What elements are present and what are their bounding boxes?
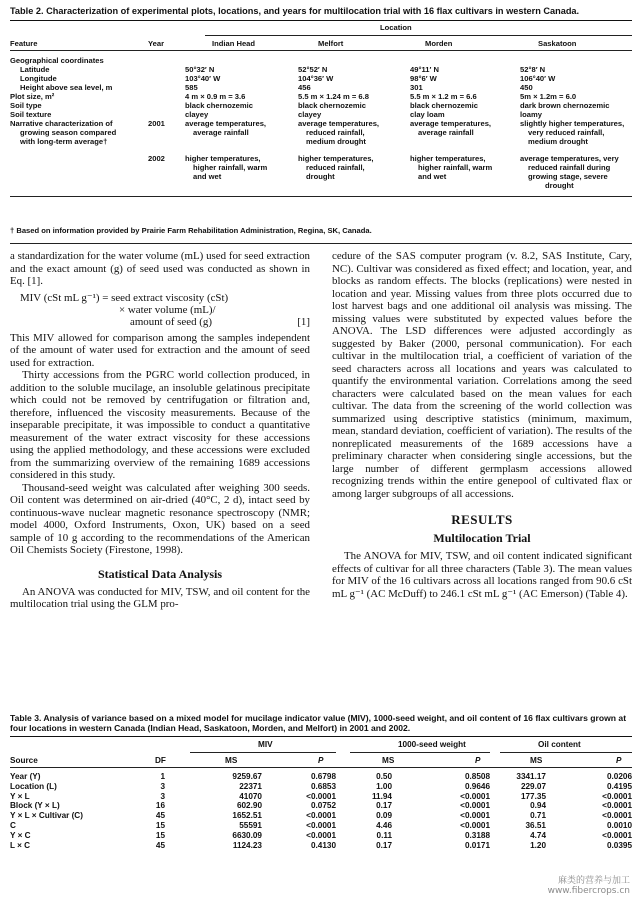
paragraph: cedure of the SAS computer program (v. 8.2, SAS Institute, Cary, NC). Cultivar was considered as fixed effect; and location, year, and blocks as random effects. The blocks (replications) were nested in location and year. Missing values from three plots occurred due to lost harvest bags and one additional oil analysis was missing. The missing values were substituted by expected values before the ANOVA. The LSD differences were adjusted accordingly as suggested by Baker (2000, personal communication). For each cultivar in the multilocation trial, a coefficient of variation of the seed characters across all locations and years was calculated to quantify the environmental variation. Correlations among the seed characters were calculated based on the mean values for each cultivar. The data from the screening of the world collection was summarized using descriptive statistics (minimum, maximum, mean, standard deviation, coefficient of variation). The results of the nonreplicated measurements of the 1689 accessions have a preliminary character when considering single accessions, but the large number of different germplasm accessions allowed recognizing trends within the entire genepool of cultivated flax or among larger subgroups of all accessions. (332, 250, 632, 500)
table3-col-p: P (475, 756, 481, 765)
table2-cell: average rainfall (418, 128, 474, 137)
table2-cell: 456 (298, 83, 311, 92)
table2-cell: medium drought (306, 137, 366, 146)
table2-col-morden: Morden (425, 39, 453, 48)
table3-cell: 0.4130 (310, 840, 336, 850)
table3-cell: 41070 (239, 791, 262, 801)
table3-col-p: P (318, 756, 324, 765)
paragraph: This MIV allowed for comparison among the samples independent of the amount of water used for extraction and the amount of seed used for extraction. (10, 331, 310, 369)
table2-cell: average temperatures, (410, 119, 492, 128)
table2-row-feature: Soil texture (10, 110, 52, 119)
table3-cell: 0.11 (376, 830, 392, 840)
table3-cell: <0.0001 (460, 821, 490, 830)
table2-col-indian-head: Indian Head (212, 39, 256, 48)
table2-cell: 450 (520, 83, 533, 92)
table3-row-source: Year (Y) (10, 772, 41, 781)
table3-row-df: 16 (155, 801, 165, 811)
table3-cell: <0.0001 (602, 791, 632, 801)
equation-1 (10, 288, 310, 328)
table2-col-feature: Feature (10, 39, 38, 48)
table3-row-source: Block (Y × L) (10, 801, 60, 811)
table3-group-rule (190, 752, 336, 753)
table3-cell: 0.94 (530, 801, 546, 811)
table2-row-feature: Longitude (20, 74, 57, 83)
table2-cell: very reduced rainfall, (528, 128, 605, 137)
table3-col-source: Source (10, 756, 38, 765)
table2-cell: reduced rainfall, (306, 163, 365, 172)
table2-cell: dark brown chernozemic (520, 101, 610, 110)
table3-cell: 0.50 (376, 772, 392, 781)
table2-cell: reduced rainfall, (306, 128, 365, 137)
table3-cell: 0.4195 (606, 781, 632, 791)
equation-line: × water volume (mL)/ (119, 303, 216, 316)
table3-row-df: 45 (155, 840, 165, 850)
table3-cell: 0.6853 (310, 781, 336, 791)
table3-cell: 1.00 (376, 781, 392, 791)
table3-cell: 36.51 (525, 821, 546, 830)
table2-year-2002: 2002 (148, 154, 165, 163)
table2-footnote: † Based on information provided by Prairie Farm Rehabilitation Administration, Regina, SK, Canada. (10, 226, 372, 235)
table3-cell: 3341.17 (516, 772, 546, 781)
table2-cell: growing stage, severe (528, 172, 608, 181)
table3-cell: 177.35 (520, 791, 546, 801)
table3-cell: 0.09 (376, 811, 392, 821)
table3-cell: 55591 (239, 821, 262, 830)
table2-cell: and wet (193, 172, 222, 181)
table2-cell: average temperatures, (298, 119, 380, 128)
table3-cell: 0.0171 (464, 840, 490, 850)
paragraph: An ANOVA was conducted for MIV, TSW, and oil content for the multilocation trial using the GLM pro- (10, 585, 310, 610)
table3-cell: 11.94 (371, 791, 392, 801)
table3-row-df: 3 (160, 781, 165, 791)
table2-header-rule (10, 50, 632, 51)
table3-cell: <0.0001 (602, 801, 632, 811)
table2-cell: 585 (185, 83, 198, 92)
table2-narrative-label: Narrative characterization of (10, 119, 113, 128)
table3-cell: 0.8508 (464, 772, 490, 781)
table2-caption: Table 2. Characterization of experimental plots, locations, and years for multilocation trial with 16 flax cultivars in western Canada. (10, 6, 580, 16)
table2-cell: black chernozemic (298, 101, 366, 110)
table2-top-rule (10, 20, 632, 21)
table3-cell: <0.0001 (306, 791, 336, 801)
table3-cell: 0.3188 (464, 830, 490, 840)
table3-cell: 0.17 (376, 801, 392, 811)
table2-cell: average rainfall (193, 128, 249, 137)
table2-cell: higher temperatures, (410, 154, 486, 163)
table3-row-df: 15 (155, 830, 165, 840)
table2-cell: 4 m × 0.9 m = 3.6 (185, 92, 246, 101)
table2-year-2001: 2001 (148, 119, 165, 128)
table2-geo-label: Geographical coordinates (10, 56, 104, 65)
table3-cell: 9259.67 (232, 772, 262, 781)
table2-col-year: Year (148, 39, 165, 48)
table2-cell: higher rainfall, warm (418, 163, 493, 172)
table3-cell: 0.0010 (606, 821, 632, 830)
table2-col-melfort: Melfort (318, 39, 344, 48)
table2-row-feature: Latitude (20, 65, 50, 74)
table2-cell: 98°6′ W (410, 74, 437, 83)
table3-cell: <0.0001 (460, 791, 490, 801)
table2-cell: 5.5 m × 1.24 m = 6.8 (298, 92, 369, 101)
table2-cell: 52°8′ N (520, 65, 546, 74)
table3-cell: <0.0001 (306, 811, 336, 821)
paragraph: Thirty accessions from the PGRC world collection produced, in addition to the soluble mucilage, an insoluble gelatinous precipitate which could not be removed by centrifugation or filtration and, therefore, influenced the viscosity measurements. Because of the inseparable precipitate, it was impossible to conduct a quantitative measurement of the water extract viscosity for these accessions using the applied methodology, and these accessions were excluded from the summarizing overview of the remaining 1689 accessions considered in this study. (10, 369, 310, 481)
table3-row-source: L × C (10, 840, 31, 850)
table2-row-feature: Plot size, m² (10, 92, 55, 101)
table2-cell: average temperatures, (185, 119, 267, 128)
table3-cell: 4.46 (376, 821, 392, 830)
table2-cell: 5.5 m × 1.2 m = 6.6 (410, 92, 477, 101)
table3-group-rule (500, 752, 632, 753)
heading-multilocation-trial: Multilocation Trial (433, 531, 531, 545)
equation-lhs: MIV (cSt mL g⁻¹) = seed extract viscosity (cSt) (20, 291, 229, 304)
paragraph: Thousand-seed weight was calculated after weighing 300 seeds. Oil content was determined on air-dried (40°C, 2 d), intact seed by continuous-wave nuclear magnetic resonance spectroscopy (NMR; model 4000, Oxford Instruments, Oxon, UK) based on a seed sample of 10 g according to the recommendations of the American Oil Chemists Society (Firestone, 1998). (10, 481, 310, 556)
table2-cell: medium drought (528, 137, 588, 146)
table2-col-saskatoon: Saskatoon (538, 39, 577, 48)
section-divider (10, 243, 632, 244)
table2-cell: black chernozemic (410, 101, 478, 110)
table2-cell: black chernozemic (185, 101, 253, 110)
table3-row-source: Location (L) (10, 781, 57, 791)
table3-cell: 1124.23 (232, 840, 262, 850)
table3-col-ms: MS (382, 756, 395, 765)
table2-cell: higher temperatures, (185, 154, 261, 163)
table2-cell: reduced rainfall during (528, 163, 611, 172)
table3-col-ms: MS (530, 756, 543, 765)
table3-cell: <0.0001 (602, 811, 632, 821)
table2-cell: slightly higher temperatures, (520, 119, 625, 128)
table3-row-source: Y × C (10, 830, 31, 840)
table3-caption: Table 3. Analysis of variance based on a mixed model for mucilage indicator value (MIV), 1000-seed weight, and oil content of 16 flax cultivars grown at four locations in western Canada (Indian Head, Saskatoon, Morden, and Melfort) in 2001 and 2002. (10, 713, 627, 733)
table3-cell: 1652.51 (232, 811, 262, 821)
table3-cell: 0.0395 (606, 840, 632, 850)
table2-cell: clayey (185, 110, 209, 119)
table3-cell: 602.90 (236, 801, 262, 811)
table2-cell: 5m × 1.2m = 6.0 (520, 92, 577, 101)
table2-cell: 52°52′ N (298, 65, 328, 74)
table2-cell: 301 (410, 83, 423, 92)
table3-group-tsw: 1000-seed weight (398, 740, 466, 749)
table3-group-oil: Oil content (538, 740, 581, 749)
table2-cell: loamy (520, 110, 542, 119)
table2-narrative-label: growing season compared (20, 128, 117, 137)
heading-statistical-analysis: Statistical Data Analysis (97, 566, 222, 581)
table2-cell: 104°36′ W (298, 74, 334, 83)
table2-cell: 49°11′ N (410, 65, 439, 74)
table2-cell: higher rainfall, warm (193, 163, 268, 172)
equation-number: [1] (297, 315, 310, 328)
table2-cell: and wet (418, 172, 447, 181)
paragraph: a standardization for the water volume (mL) used for seed extraction and the exact amount (g) of seed used was conducted as shown in Eq. [1]. (10, 250, 310, 287)
table3-cell: 0.71 (530, 811, 546, 821)
heading-results: RESULTS (451, 512, 513, 527)
table2-cell: 50°32′ N (185, 65, 215, 74)
table2-cell: drought (545, 181, 574, 190)
table3-cell: 229.07 (520, 781, 546, 791)
table3-cell: 6630.09 (232, 830, 262, 840)
table3-row-source: Y × L × Cultivar (C) (10, 811, 83, 821)
watermark-line: www.fibercrops.cn (547, 886, 630, 896)
table3-col-ms: MS (225, 756, 238, 765)
table3-header-rule (10, 767, 632, 768)
table3-cell: <0.0001 (460, 811, 490, 821)
table3-cell: 0.0752 (310, 801, 336, 811)
table3-row-df: 3 (160, 791, 165, 801)
table3-col-p: P (616, 756, 622, 765)
body-right-column (332, 250, 632, 600)
table2-cell: 106°40′ W (520, 74, 556, 83)
table2-cell: clayey (298, 110, 322, 119)
table2-narrative-label: with long-term average† (20, 137, 108, 146)
table2-location-header: Location (380, 23, 412, 32)
table3-row-source: C (10, 821, 16, 830)
table3-group-rule (350, 752, 490, 753)
table2-row-feature: Height above sea level, m (20, 83, 113, 92)
paragraph: The ANOVA for MIV, TSW, and oil content indicated significant effects of cultivar for all three characters (Table 3). The mean values for MIV of the 16 cultivars across all locations ranged from 90.6 cSt mL g⁻¹ (AC McDuff) to 246.1 cSt mL g⁻¹ (AC Emerson) (Table 4). (332, 550, 632, 600)
table3-cell: 4.74 (530, 830, 546, 840)
table3-row-df: 45 (155, 811, 165, 821)
watermark (548, 876, 630, 896)
table2-location-rule (205, 35, 632, 36)
table2-cell: 103°40′ W (185, 74, 221, 83)
table3-cell: 22371 (239, 781, 262, 791)
table2-cell: average temperatures, very (520, 154, 619, 163)
table3-cell: <0.0001 (460, 801, 490, 811)
table3-top-rule (10, 736, 632, 737)
table3-cell: 0.6798 (310, 772, 336, 781)
equation-line: amount of seed (g) (130, 315, 212, 328)
table3-cell: <0.0001 (306, 830, 336, 840)
table3-cell: 1.20 (530, 840, 546, 850)
table3-cell: 0.9646 (464, 781, 490, 791)
table3-group-miv: MIV (258, 740, 273, 749)
table3-row-df: 15 (155, 821, 165, 830)
table3-cell: 0.17 (376, 840, 392, 850)
table3-row-df: 1 (160, 772, 165, 781)
table3-cell: 0.0206 (606, 772, 632, 781)
table2-cell: clay loam (410, 110, 445, 119)
table3-col-df: DF (155, 756, 166, 765)
table2-bottom-rule (10, 196, 632, 197)
watermark-line: 麻类的营养与加工 (557, 876, 630, 886)
table2-row-feature: Soil type (10, 101, 42, 110)
table3-cell: <0.0001 (306, 821, 336, 830)
table2-cell: higher temperatures, (298, 154, 374, 163)
table3-cell: <0.0001 (602, 830, 632, 840)
table2-cell: drought (306, 172, 335, 181)
body-left-column (10, 250, 310, 611)
table3-row-source: Y × L (10, 791, 30, 801)
